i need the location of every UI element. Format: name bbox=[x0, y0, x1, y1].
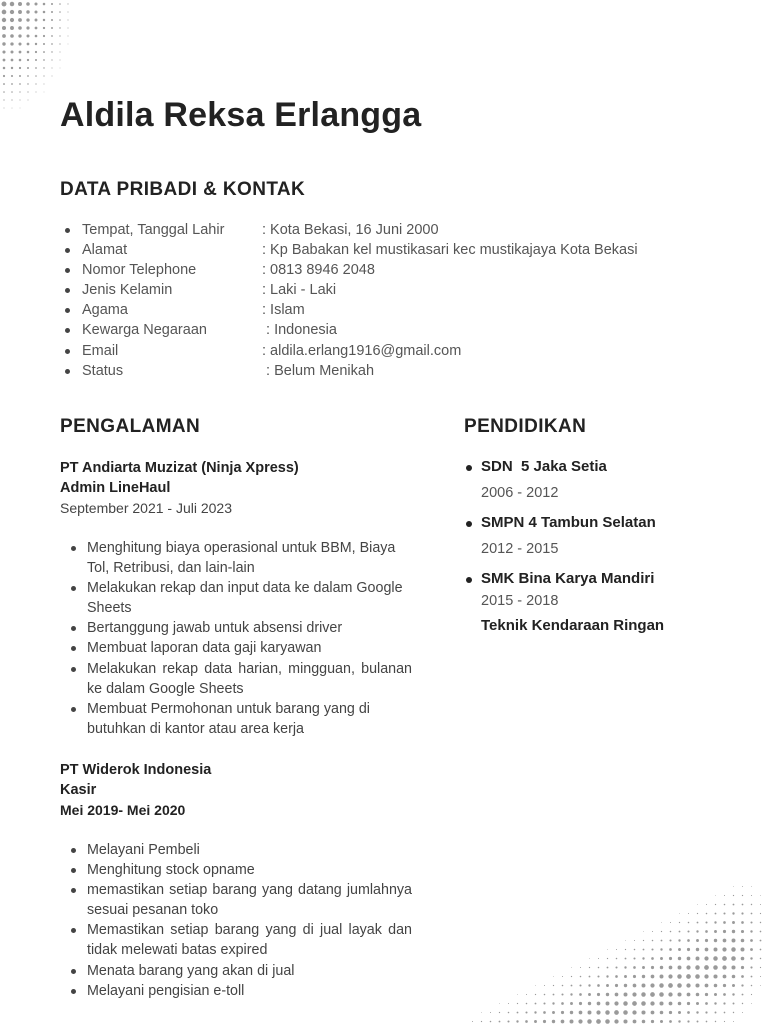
task-item: Memastikan setiap barang yang di jual layak dan tidak melewati batas expired bbox=[60, 920, 412, 960]
personal-item-birth bbox=[62, 220, 638, 240]
experience-heading: PENGALAMAN bbox=[60, 416, 201, 437]
school-years: 2006 - 2012 bbox=[481, 485, 559, 501]
personal-item-phone bbox=[62, 260, 638, 280]
personal-data-heading: DATA PRIBADI & KONTAK bbox=[60, 179, 306, 200]
task-item: Menata barang yang akan di jual bbox=[60, 961, 412, 981]
job-period: Mei 2019- Mei 2020 bbox=[60, 802, 186, 818]
task-list bbox=[60, 840, 412, 1001]
personal-item-value: : Indonesia bbox=[262, 322, 337, 339]
education-heading: PENDIDIKAN bbox=[464, 416, 587, 437]
personal-item-religion bbox=[62, 300, 638, 320]
personal-item-value: : Kota Bekasi, 16 Juni 2000 bbox=[262, 222, 439, 238]
personal-item-label: Jenis Kelamin bbox=[82, 282, 173, 299]
personal-item-value: : 0813 8946 2048 bbox=[262, 262, 375, 279]
task-item: Melayani Pembeli bbox=[60, 840, 412, 860]
personal-item-value: : Laki - Laki bbox=[262, 282, 337, 299]
personal-item-value: : Kp Babakan kel mustikasari kec mustikajaya Kota Bekasi bbox=[262, 242, 638, 259]
personal-item-value: : Belum Menikah bbox=[262, 362, 375, 379]
job-role: Kasir bbox=[60, 782, 97, 798]
personal-item-label: Tempat, Tanggal Lahir bbox=[82, 222, 225, 238]
task-item: Melayani pengisian e-toll bbox=[60, 981, 412, 1001]
school-name: SMPN 4 Tambun Selatan bbox=[481, 514, 656, 531]
personal-item-label: Nomor Telephone bbox=[82, 262, 197, 279]
task-list bbox=[60, 538, 412, 739]
education-item bbox=[464, 568, 754, 638]
personal-item-nationality bbox=[62, 320, 638, 340]
personal-item-status bbox=[62, 361, 638, 381]
experience-entry bbox=[60, 458, 412, 739]
task-item: Melakukan rekap dan input data ke dalam Google Sheets bbox=[60, 578, 412, 618]
task-item: Membuat Permohonan untuk barang yang di butuhkan di kantor atau area kerja bbox=[60, 699, 412, 739]
school-major: Teknik Kendaraan Ringan bbox=[481, 617, 665, 634]
personal-data-list bbox=[62, 220, 638, 381]
task-item: Menghitung biaya operasional untuk BBM, Biaya Tol, Retribusi, dan lain-lain bbox=[60, 538, 412, 578]
personal-item-label: Status bbox=[82, 362, 124, 379]
education-item bbox=[464, 456, 754, 508]
job-role: Admin LineHaul bbox=[60, 480, 171, 496]
school-years: 2012 - 2015 bbox=[481, 541, 559, 557]
personal-item-value: : Islam bbox=[262, 302, 305, 319]
personal-item-label: Email bbox=[82, 342, 119, 359]
company-name: PT Widerok Indonesia bbox=[60, 762, 212, 778]
company-name: PT Andiarta Muzizat (Ninja Xpress) bbox=[60, 460, 299, 476]
personal-item-email bbox=[62, 341, 638, 361]
personal-item-label: Agama bbox=[82, 302, 128, 319]
personal-item-label: Alamat bbox=[82, 242, 128, 259]
task-item: Bertanggung jawab untuk absensi driver bbox=[60, 618, 412, 638]
school-name: SDN 5 Jaka Setia bbox=[481, 458, 607, 475]
personal-item-value: : aldila.erlang1916@gmail.com bbox=[262, 342, 462, 359]
education-list bbox=[464, 456, 754, 642]
full-name: Aldila Reksa Erlangga bbox=[60, 96, 422, 134]
education-item bbox=[464, 512, 754, 564]
school-years: 2015 - 2018 bbox=[481, 593, 559, 609]
personal-item-gender bbox=[62, 280, 638, 300]
personal-item-address bbox=[62, 240, 638, 260]
dot-pattern-bottom-right bbox=[468, 864, 768, 1024]
experience-entry bbox=[60, 760, 412, 1001]
task-item: Membuat laporan data gaji karyawan bbox=[60, 638, 412, 658]
job-period: September 2021 - Juli 2023 bbox=[60, 500, 232, 516]
personal-item-label: Kewarga Negaraan bbox=[82, 322, 207, 339]
task-item: Melakukan rekap data harian, mingguan, bulanan ke dalam Google Sheets bbox=[60, 659, 412, 699]
task-item: Menghitung stock opname bbox=[60, 860, 412, 880]
task-item: memastikan setiap barang yang datang jumlahnya sesuai pesanan toko bbox=[60, 880, 412, 920]
school-name: SMK Bina Karya Mandiri bbox=[481, 570, 655, 587]
